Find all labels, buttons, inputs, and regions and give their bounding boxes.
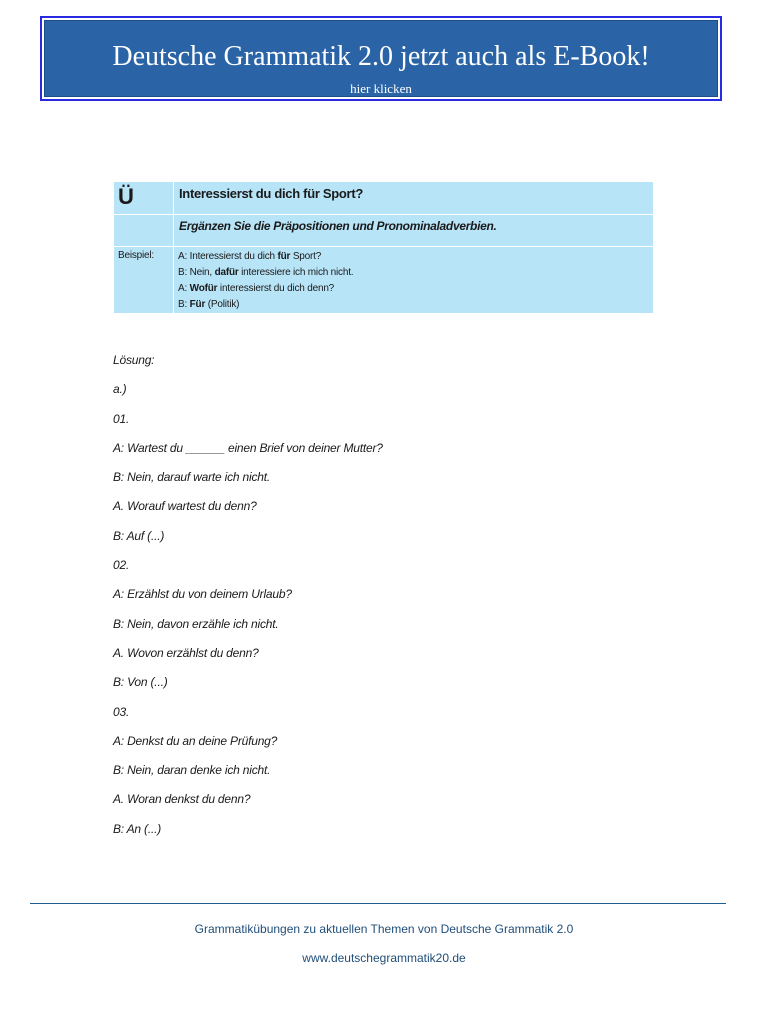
solution-item-number: 02. [113, 558, 130, 573]
footer-website [0, 951, 768, 965]
solution-line: B: Nein, darauf warte ich nicht. [113, 470, 271, 485]
banner-click-here-link[interactable]: hier klicken [350, 81, 412, 96]
solution-line: A. Wovon erzählst du denn? [113, 645, 259, 660]
solution-heading: Lösung: [113, 353, 155, 367]
example-line: B: Für (Politik) [178, 299, 240, 310]
exercise-letter-spacer [114, 215, 174, 247]
solution-line: B: Nein, davon erzähle ich nicht. [113, 616, 279, 631]
solution-item-number: 01. [113, 411, 130, 426]
ebook-banner [40, 16, 722, 101]
example-line: A: Wofür interessierst du dich denn? [178, 283, 335, 294]
solution-part-label: a.) [113, 382, 127, 397]
solution-line: A: Erzählst du von deinem Urlaub? [113, 587, 292, 602]
solution-line: A: Wartest du ______ einen Brief von deiner Mutter? [113, 440, 383, 455]
exercise-letter: Ü [114, 182, 174, 215]
solution-item-number: 03. [113, 704, 130, 719]
example-label: Beispiel: [114, 247, 174, 314]
footer-tagline: Grammatikübungen zu aktuellen Themen von Deutsche Grammatik 2.0 [194, 922, 574, 936]
solution-line: A: Denkst du an deine Prüfung? [113, 733, 278, 748]
footer-website-link[interactable]: www.deutschegrammatik20.de [302, 951, 466, 965]
solution-section [113, 352, 673, 850]
example-line: A: Interessierst du dich für Sport? [178, 251, 322, 262]
exercise-task: Ergänzen Sie die Präpositionen und Pronominaladverbien. [174, 215, 654, 247]
solution-line: A. Worauf wartest du denn? [113, 499, 257, 514]
solution-line: B: Auf (...) [113, 528, 165, 543]
exercise-title: Interessierst du dich für Sport? [174, 182, 654, 215]
example-line: B: Nein, dafür interessiere ich mich nicht. [178, 267, 354, 278]
example-block [174, 247, 654, 314]
exercise-table [113, 181, 654, 314]
ebook-banner-link[interactable] [44, 20, 718, 97]
solution-line: B: Von (...) [113, 675, 168, 690]
footer-divider [30, 903, 726, 904]
solution-line: B: An (...) [113, 821, 162, 836]
solution-line: A. Woran denkst du denn? [113, 792, 251, 807]
banner-title: Deutsche Grammatik 2.0 jetzt auch als E-Book! [112, 41, 650, 72]
solution-line: B: Nein, daran denke ich nicht. [113, 763, 271, 778]
